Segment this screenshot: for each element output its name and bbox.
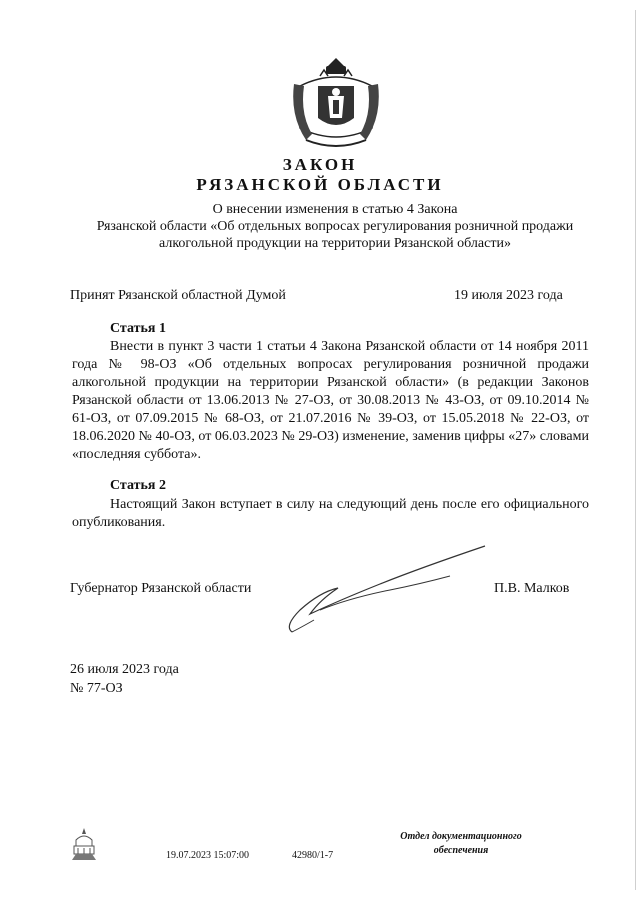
- governor-title: Губернатор Рязанской области: [70, 581, 252, 596]
- handwritten-signature-icon: [280, 540, 490, 640]
- adoption-date: 19 июля 2023 года: [454, 288, 563, 303]
- department-stamp: [385, 830, 537, 858]
- article-2-text: Настоящий Закон вступает в силу на следующий день после его официального опубликования.: [72, 497, 589, 530]
- law-number: № 77-ОЗ: [70, 681, 123, 696]
- subtitle-line: О внесении изменения в статью 4 Закона: [212, 202, 458, 217]
- print-timestamp: 19.07.2023 15:07:00: [166, 850, 250, 861]
- signing-date: 26 июля 2023 года: [70, 662, 179, 677]
- page-edge-line: [635, 10, 636, 890]
- law-title: ЗАКОН: [282, 155, 358, 174]
- article-1-text: Внести в пункт 3 части 1 статьи 4 Закона Рязанской области от 14 ноября 2011 года № 98-ОЗ «Об отдельных вопросах регулирования розничной продажи алкогольной продукции на территории Рязанской области» (в редакции Законов Рязанской области от 13.06.2013 № 27-ОЗ, от 30.08.2013 № 43-ОЗ, от 09.10.2014 № 61-ОЗ, от 07.09.2015 № 68-ОЗ, от 21.07.2016 № 39-ОЗ, от 15.05.2018 № 22-ОЗ, от 18.06.2020 № 40-ОЗ, от 06.03.2023 № 29-ОЗ) изменение, заменив цифры «27» словами «последняя суббота».: [72, 339, 589, 462]
- department-line: Отдел документационного: [400, 831, 522, 842]
- registry-stamp-icon: [70, 826, 98, 864]
- article-1-heading: Статья 1: [110, 321, 166, 336]
- subtitle-line: алкогольной продукции на территории Рязанской области»: [159, 236, 511, 251]
- governor-name: П.В. Малков: [494, 581, 570, 596]
- law-region-title: РЯЗАНСКОЙ ОБЛАСТИ: [196, 175, 444, 194]
- adoption-text: Принят Рязанской областной Думой: [70, 288, 286, 303]
- subtitle-line: Рязанской области «Об отдельных вопросах регулирования розничной продажи: [96, 219, 574, 234]
- coat-of-arms-icon: [290, 56, 382, 154]
- article-2-heading: Статья 2: [110, 478, 166, 493]
- law-subtitle: [70, 201, 600, 252]
- department-line: обеспечения: [433, 845, 489, 856]
- document-id: 42980/1-7: [292, 850, 334, 861]
